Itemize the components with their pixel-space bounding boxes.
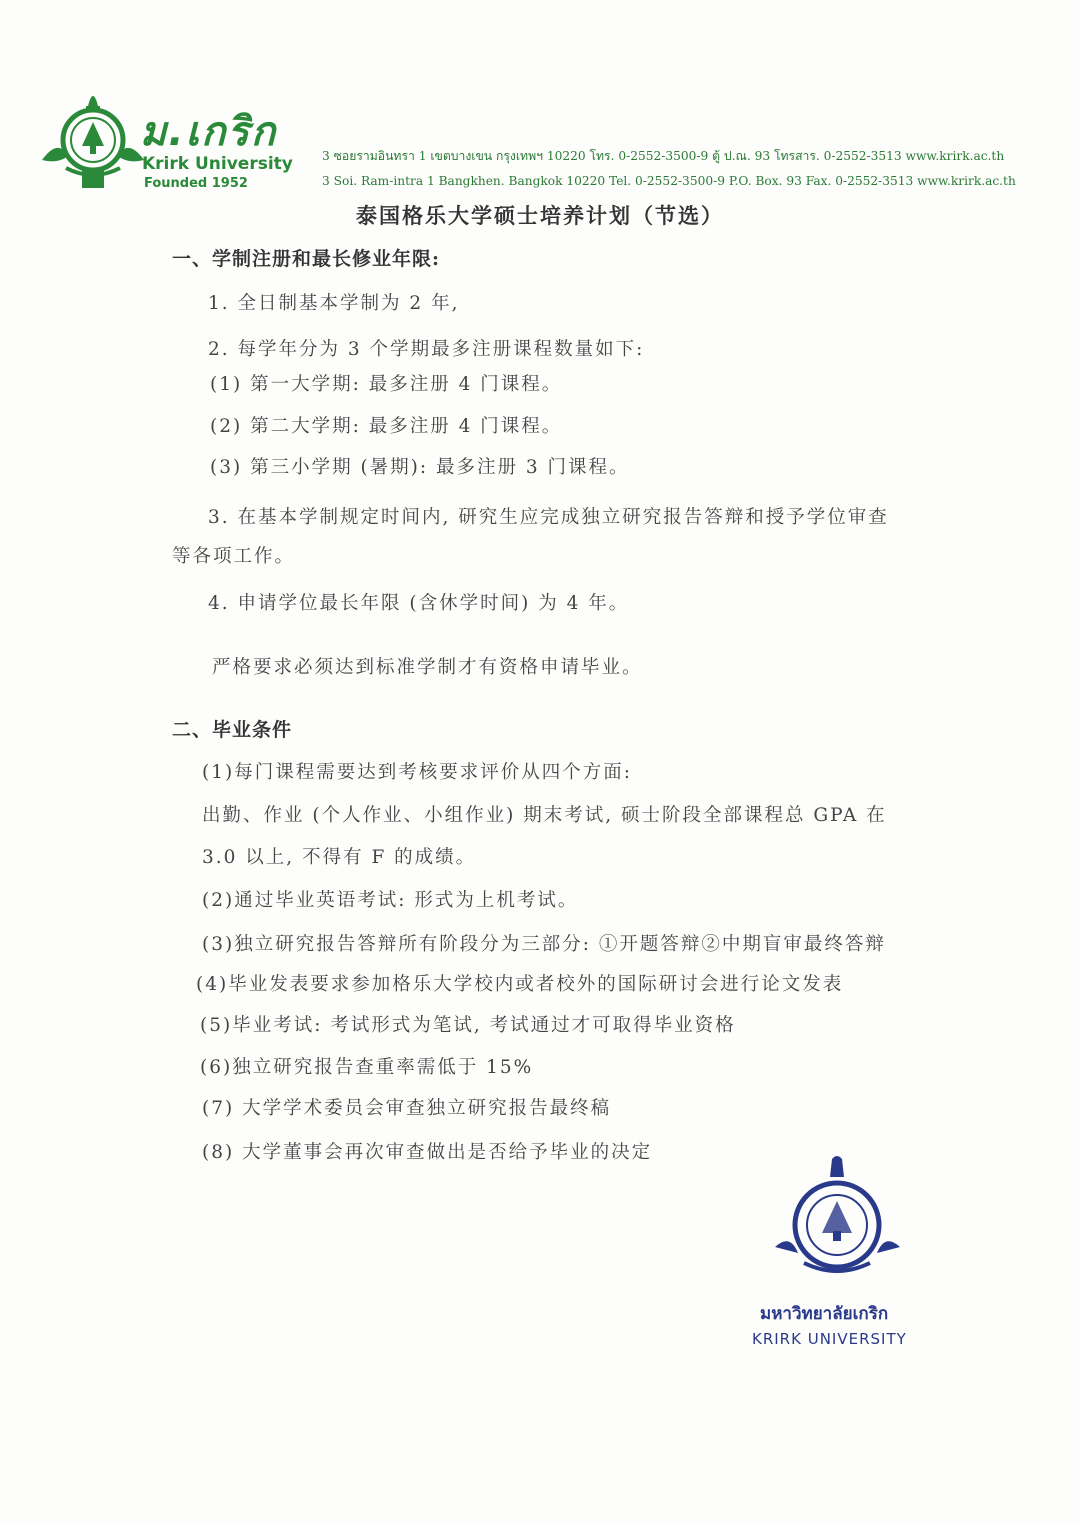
body-line: (2)通过毕业英语考试: 形式为上机考试。 <box>202 890 579 911</box>
founded-text: Founded 1952 <box>144 176 248 191</box>
body-line: 严格要求必须达到标准学制才有资格申请毕业。 <box>212 657 643 678</box>
address-english: 3 Soi. Ram-intra 1 Bangkhen. Bangkok 10220 Tel. 0-2552-3500-9 P.O. Box. 93 Fax. 0-2552-3513 www.krirk.ac.th <box>322 174 1016 188</box>
body-line: 1. 全日制基本学制为 2 年, <box>208 293 460 314</box>
body-line: (8) 大学董事会再次审查做出是否给予毕业的决定 <box>202 1142 653 1163</box>
section-heading: 二、毕业条件 <box>172 719 293 741</box>
body-line: (1)每门课程需要达到考核要求评价从四个方面: <box>202 762 632 783</box>
body-line: (3) 第三小学期 (暑期): 最多注册 3 门课程。 <box>210 457 630 478</box>
body-line: 出勤、作业 (个人作业、小组作业) 期末考试, 硕士阶段全部课程总 GPA 在 <box>202 805 887 826</box>
body-line: 3. 在基本学制规定时间内, 研究生应完成独立研究报告答辩和授予学位审查 <box>208 507 889 528</box>
body-line: (4)毕业发表要求参加格乐大学校内或者校外的国际研讨会进行论文发表 <box>196 974 844 995</box>
section-heading: 一、学制注册和最长修业年限: <box>172 248 441 270</box>
krirk-university-logo-icon <box>38 78 148 198</box>
stamp-thai-text: มหาวิทยาลัยเกริก <box>760 1304 889 1324</box>
document-title: 泰国格乐大学硕士培养计划（节选） <box>356 203 724 228</box>
body-line: 3.0 以上, 不得有 F 的成绩。 <box>202 847 477 868</box>
body-line: (7) 大学学术委员会审查独立研究报告最终稿 <box>202 1098 612 1119</box>
body-line: 2. 每学年分为 3 个学期最多注册课程数量如下: <box>208 339 645 360</box>
body-line: (6)独立研究报告查重率需低于 15% <box>200 1057 534 1078</box>
university-seal-stamp-icon <box>770 1155 905 1295</box>
body-line: (3)独立研究报告答辩所有阶段分为三部分: ①开题答辩②中期盲审最终答辩 <box>202 934 886 955</box>
logo-thai-wordmark: ม.เกริก <box>140 109 278 155</box>
body-line: (2) 第二大学期: 最多注册 4 门课程。 <box>210 416 563 437</box>
body-line: (5)毕业考试: 考试形式为笔试, 考试通过才可取得毕业资格 <box>200 1015 736 1036</box>
body-line: (1) 第一大学期: 最多注册 4 门课程。 <box>210 374 563 395</box>
university-name: Krirk University <box>142 154 293 174</box>
body-line: 等各项工作。 <box>172 546 296 567</box>
stamp-english-text: KRIRK UNIVERSITY <box>752 1330 907 1348</box>
body-line: 4. 申请学位最长年限 (含休学时间) 为 4 年。 <box>208 593 630 614</box>
address-thai: 3 ซอยรามอินทรา 1 เขตบางเขน กรุงเทพฯ 10220 โทร. 0-2552-3500-9 ตู้ ป.ณ. 93 โทรสาร. 0-2552-3513 www.krirk.ac.th <box>322 149 1005 163</box>
